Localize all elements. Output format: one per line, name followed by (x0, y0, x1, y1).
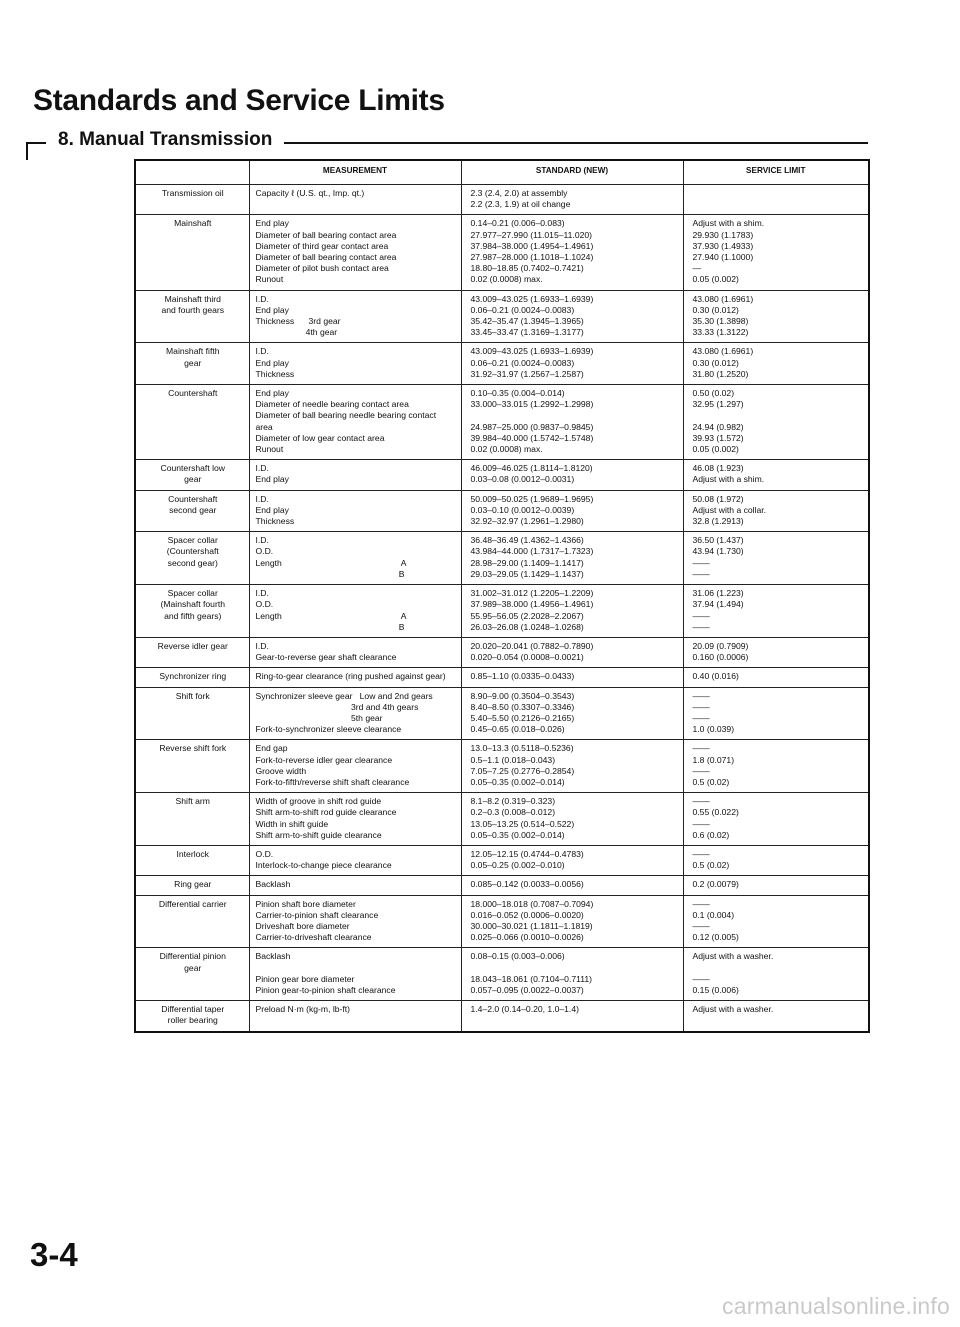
component-cell: Countershaft (135, 385, 249, 460)
component-cell: Shift fork (135, 687, 249, 740)
header-service-limit: SERVICE LIMIT (683, 160, 869, 185)
table-row (135, 740, 869, 793)
standard-cell: 8.90–9.00 (0.3504–0.3543) 8.40–8.50 (0.3307–0.3346) 5.40–5.50 (0.2126–0.2165) 0.45–0.65 (0.018–0.026) (461, 687, 683, 740)
measurement-cell: Synchronizer sleeve gear Low and 2nd gears 3rd and 4th gears 5th gear Fork-to-synchronizer sleeve clearance (249, 687, 461, 740)
table-row (135, 585, 869, 638)
measurement-cell: End gap Fork-to-reverse idler gear clearance Groove width Fork-to-fifth/reverse shift shaft clearance (249, 740, 461, 793)
table-row (135, 343, 869, 385)
component-cell: Shift arm (135, 793, 249, 846)
service-limit-cell: 0.40 (0.016) (683, 668, 869, 687)
measurement-cell: I.D. End play Thickness 3rd gear 4th gear (249, 290, 461, 343)
component-cell: Reverse idler gear (135, 637, 249, 667)
service-limit-cell: 20.09 (0.7909) 0.160 (0.0006) (683, 637, 869, 667)
component-cell: Differential carrier (135, 895, 249, 948)
page-title: Standards and Service Limits (33, 84, 445, 117)
watermark: carmanualsonline.info (722, 1293, 950, 1319)
header-standard: STANDARD (NEW) (461, 160, 683, 185)
measurement-cell: I.D. Gear-to-reverse gear shaft clearance (249, 637, 461, 667)
service-limit-cell: 46.08 (1.923) Adjust with a shim. (683, 460, 869, 490)
service-limit-cell: 43.080 (1.6961) 0.30 (0.012) 35.30 (1.3898) 33.33 (1.3122) (683, 290, 869, 343)
service-limit-cell: —— —— —— 1.0 (0.039) (683, 687, 869, 740)
standard-cell: 43.009–43.025 (1.6933–1.6939) 0.06–0.21 (0.0024–0.0083) 35.42–35.47 (1.3945–1.3965) 33.45–33.47 (1.3169–1.3177) (461, 290, 683, 343)
table-row (135, 637, 869, 667)
standard-cell: 0.85–1.10 (0.0335–0.0433) (461, 668, 683, 687)
service-limit-cell: —— 0.55 (0.022) —— 0.6 (0.02) (683, 793, 869, 846)
table-row (135, 460, 869, 490)
standard-cell: 18.000–18.018 (0.7087–0.7094) 0.016–0.052 (0.0006–0.0020) 30.000–30.021 (1.1811–1.1819) 0.025–0.066 (0.0010–0.0026) (461, 895, 683, 948)
table-row (135, 185, 869, 215)
measurement-cell: Preload N·m (kg-m, lb-ft) (249, 1001, 461, 1032)
table-row (135, 948, 869, 1001)
spec-table (134, 159, 870, 1033)
table-row (135, 687, 869, 740)
page-number: 3-4 (30, 1236, 78, 1273)
component-cell: Countershaft low gear (135, 460, 249, 490)
component-cell: Mainshaft fifth gear (135, 343, 249, 385)
service-limit-cell: 0.2 (0.0079) (683, 876, 869, 895)
standard-cell: 50.009–50.025 (1.9689–1.9695) 0.03–0.10 (0.0012–0.0039) 32.92–32.97 (1.2961–1.2980) (461, 490, 683, 532)
service-limit-cell: —— 1.8 (0.071) —— 0.5 (0.02) (683, 740, 869, 793)
component-cell: Countershaft second gear (135, 490, 249, 532)
standard-cell: 12.05–12.15 (0.4744–0.4783) 0.05–0.25 (0.002–0.010) (461, 845, 683, 875)
standard-cell: 2.3 (2.4, 2.0) at assembly 2.2 (2.3, 1.9) at oil change (461, 185, 683, 215)
measurement-cell: I.D. End play (249, 460, 461, 490)
service-limit-cell: —— 0.5 (0.02) (683, 845, 869, 875)
component-cell: Transmission oil (135, 185, 249, 215)
service-limit-cell: Adjust with a shim. 29.930 (1.1783) 37.930 (1.4933) 27.940 (1.1000) — 0.05 (0.002) (683, 215, 869, 290)
measurement-cell: Backlash Pinion gear bore diameter Pinion gear-to-pinion shaft clearance (249, 948, 461, 1001)
measurement-cell: I.D. End play Thickness (249, 343, 461, 385)
component-cell: Ring gear (135, 876, 249, 895)
component-cell: Differential pinion gear (135, 948, 249, 1001)
standard-cell: 20.020–20.041 (0.7882–0.7890) 0.020–0.054 (0.0008–0.0021) (461, 637, 683, 667)
component-cell: Spacer collar (Countershaft second gear) (135, 532, 249, 585)
standard-cell: 8.1–8.2 (0.319–0.323) 0.2–0.3 (0.008–0.012) 13.05–13.25 (0.514–0.522) 0.05–0.35 (0.002–0.014) (461, 793, 683, 846)
measurement-cell: Ring-to-gear clearance (ring pushed against gear) (249, 668, 461, 687)
section-title: 8. Manual Transmission (46, 129, 284, 151)
component-cell: Spacer collar (Mainshaft fourth and fifth gears) (135, 585, 249, 638)
measurement-cell: I.D. O.D. Length A B (249, 532, 461, 585)
standard-cell: 0.085–0.142 (0.0033–0.0056) (461, 876, 683, 895)
section-rule-tick (26, 142, 28, 160)
header-measurement: MEASUREMENT (249, 160, 461, 185)
standard-cell: 0.14–0.21 (0.006–0.083) 27.977–27.990 (11.015–11.020) 37.984–38.000 (1.4954–1.4961) 27.987–28.000 (1.1018–1.1024) 18.80–18.85 (0.7402–0.7421) 0.02 (0.0008) max. (461, 215, 683, 290)
table-row (135, 532, 869, 585)
component-cell: Synchronizer ring (135, 668, 249, 687)
measurement-cell: Pinion shaft bore diameter Carrier-to-pinion shaft clearance Driveshaft bore diameter Carrier-to-driveshaft clearance (249, 895, 461, 948)
measurement-cell: Backlash (249, 876, 461, 895)
measurement-cell: Capacity ℓ (U.S. qt., Imp. qt.) (249, 185, 461, 215)
component-cell: Interlock (135, 845, 249, 875)
standard-cell: 31.002–31.012 (1.2205–1.2209) 37.989–38.000 (1.4956–1.4961) 55.95–56.05 (2.2028–2.2067) 26.03–26.08 (1.0248–1.0268) (461, 585, 683, 638)
component-cell: Reverse shift fork (135, 740, 249, 793)
standard-cell: 13.0–13.3 (0.5118–0.5236) 0.5–1.1 (0.018–0.043) 7.05–7.25 (0.2776–0.2854) 0.05–0.35 (0.002–0.014) (461, 740, 683, 793)
standard-cell: 0.10–0.35 (0.004–0.014) 33.000–33.015 (1.2992–1.2998) 24.987–25.000 (0.9837–0.9845) 39.984–40.000 (1.5742–1.5748) 0.02 (0.0008) max. (461, 385, 683, 460)
table-row (135, 385, 869, 460)
table-row (135, 845, 869, 875)
measurement-cell: I.D. O.D. Length A B (249, 585, 461, 638)
service-limit-cell: 43.080 (1.6961) 0.30 (0.012) 31.80 (1.2520) (683, 343, 869, 385)
measurement-cell: End play Diameter of needle bearing contact area Diameter of ball bearing needle bearing contact area Diameter of low gear contact area Runout (249, 385, 461, 460)
service-limit-cell (683, 185, 869, 215)
standard-cell: 1.4–2.0 (0.14–0.20, 1.0–1.4) (461, 1001, 683, 1032)
service-limit-cell: 0.50 (0.02) 32.95 (1.297) 24.94 (0.982) 39.93 (1.572) 0.05 (0.002) (683, 385, 869, 460)
header-component (135, 160, 249, 185)
service-limit-cell: 50.08 (1.972) Adjust with a collar. 32.8 (1.2913) (683, 490, 869, 532)
service-limit-cell: Adjust with a washer. —— 0.15 (0.006) (683, 948, 869, 1001)
service-limit-cell: Adjust with a washer. (683, 1001, 869, 1032)
table-row (135, 490, 869, 532)
table-row (135, 1001, 869, 1032)
table-row (135, 793, 869, 846)
spec-table-body (135, 185, 869, 1032)
table-row (135, 668, 869, 687)
measurement-cell: Width of groove in shift rod guide Shift arm-to-shift rod guide clearance Width in shift guide Shift arm-to-shift guide clearance (249, 793, 461, 846)
standard-cell: 43.009–43.025 (1.6933–1.6939) 0.06–0.21 (0.0024–0.0083) 31.92–31.97 (1.2567–1.2587) (461, 343, 683, 385)
measurement-cell: O.D. Interlock-to-change piece clearance (249, 845, 461, 875)
table-row (135, 215, 869, 290)
component-cell: Mainshaft third and fourth gears (135, 290, 249, 343)
standard-cell: 46.009–46.025 (1.8114–1.8120) 0.03–0.08 (0.0012–0.0031) (461, 460, 683, 490)
measurement-cell: End play Diameter of ball bearing contact area Diameter of third gear contact area Diameter of ball bearing contact area Diameter of pilot bush contact area Runout (249, 215, 461, 290)
table-row (135, 290, 869, 343)
table-row (135, 895, 869, 948)
measurement-cell: I.D. End play Thickness (249, 490, 461, 532)
table-row (135, 876, 869, 895)
service-limit-cell: 31.06 (1.223) 37.94 (1.494) —— —— (683, 585, 869, 638)
component-cell: Mainshaft (135, 215, 249, 290)
table-header-row (135, 160, 869, 185)
standard-cell: 0.08–0.15 (0.003–0.006) 18.043–18.061 (0.7104–0.7111) 0.057–0.095 (0.0022–0.0037) (461, 948, 683, 1001)
service-limit-cell: 36.50 (1.437) 43.94 (1.730) —— —— (683, 532, 869, 585)
standard-cell: 36.48–36.49 (1.4362–1.4366) 43.984–44.000 (1.7317–1.7323) 28.98–29.00 (1.1409–1.1417) 29.03–29.05 (1.1429–1.1437) (461, 532, 683, 585)
service-limit-cell: —— 0.1 (0.004) —— 0.12 (0.005) (683, 895, 869, 948)
component-cell: Differential taper roller bearing (135, 1001, 249, 1032)
